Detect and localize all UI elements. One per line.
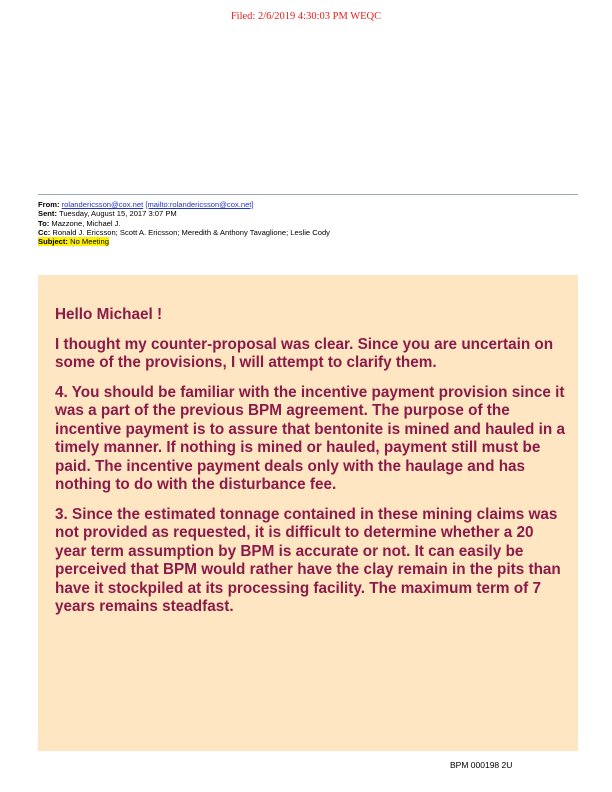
- subject-highlight: [38, 237, 109, 246]
- from-email-link[interactable]: rolandericsson@cox.net: [61, 200, 144, 209]
- from-mailto-link[interactable]: [mailto:rolandericsson@cox.net]: [145, 200, 254, 209]
- cc-value: Ronald J. Ericsson; Scott A. Ericsson; Meredith & Anthony Tavaglione; Leslie Cody: [52, 227, 330, 237]
- body-paragraph: I thought my counter-proposal was clear. Since you are uncertain on some of the provisions, I will attempt to clarify them.: [55, 335, 554, 371]
- to-value: Mazzone, Michael J.: [51, 218, 121, 228]
- from-row: [38, 200, 578, 209]
- subject-label: Subject:: [38, 237, 68, 247]
- cc-row: [38, 228, 578, 237]
- subject-row: [38, 237, 578, 246]
- filed-stamp: Filed: 2/6/2019 4:30:03 PM WEQC: [230, 11, 382, 22]
- header-divider: [38, 194, 578, 195]
- from-label: From:: [38, 200, 60, 209]
- sent-row: [38, 209, 578, 218]
- bates-number: BPM 000198 2U: [450, 760, 513, 770]
- to-label: To:: [38, 218, 50, 228]
- message-body: [55, 306, 567, 628]
- email-header: [38, 200, 578, 246]
- subject-value: No Meeting: [70, 237, 109, 247]
- to-row: [38, 219, 578, 228]
- body-paragraph: 4. You should be familiar with the incentive payment provision since it was a part of the previous BPM agreement. The purpose of the incentive payment is to assure that bentonite is mined and hauled in a timely manner. If nothing is mined or hauled, payment still must be paid. The incentive payment deals only with the haulage and has nothing to do with the disturbance fee.: [55, 383, 566, 493]
- body-paragraph: 3. Since the estimated tonnage contained in these mining claims was not provided as requested, it is difficult to determine whether a 20 year term assumption by BPM is accurate or not. It can easily be perceived that BPM would rather have the clay remain in the pits than have it stockpiled at its processing facility. The maximum term of 7 years remains steadfast.: [55, 505, 561, 615]
- cc-label: Cc:: [38, 227, 51, 237]
- sent-value: Tuesday, August 15, 2017 3:07 PM: [58, 209, 177, 219]
- sent-label: Sent:: [38, 209, 57, 219]
- greeting-paragraph: Hello Michael !: [55, 306, 163, 323]
